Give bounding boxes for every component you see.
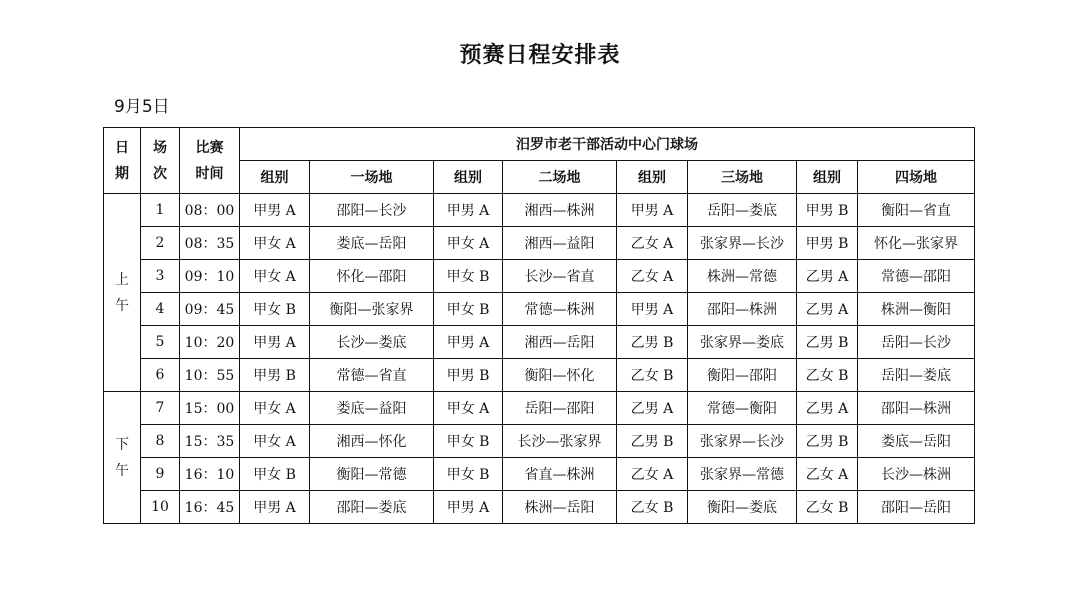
period-label-char: 午 xyxy=(115,297,129,314)
schedule-date: 9月5日 xyxy=(114,97,170,117)
court3-group: 甲男 A xyxy=(617,293,688,326)
court4-group: 甲男 B xyxy=(797,194,858,227)
court4-match: 邵阳—株洲 xyxy=(858,392,975,425)
round-no: 1 xyxy=(141,194,180,227)
court2-match: 株洲—岳阳 xyxy=(503,491,617,524)
table-row xyxy=(104,458,975,491)
court2-match: 长沙—省直 xyxy=(503,260,617,293)
court2-group: 甲女 B xyxy=(434,425,503,458)
court2-group: 甲女 A xyxy=(434,227,503,260)
match-time: 08：00 xyxy=(180,194,240,227)
header-group-3: 组别 xyxy=(617,161,688,194)
court3-group: 乙女 A xyxy=(617,260,688,293)
header-round xyxy=(141,128,180,194)
court4-group: 乙女 A xyxy=(797,458,858,491)
court4-group: 乙男 A xyxy=(797,293,858,326)
match-time: 10：55 xyxy=(180,359,240,392)
court4-match: 岳阳—娄底 xyxy=(858,359,975,392)
round-no: 2 xyxy=(141,227,180,260)
table-row xyxy=(104,326,975,359)
court2-group: 甲女 A xyxy=(434,392,503,425)
court4-group: 甲男 B xyxy=(797,227,858,260)
court1-match: 湘西—怀化 xyxy=(310,425,434,458)
round-no: 9 xyxy=(141,458,180,491)
court3-match: 邵阳—株洲 xyxy=(688,293,797,326)
court2-group: 甲女 B xyxy=(434,458,503,491)
court1-match: 娄底—益阳 xyxy=(310,392,434,425)
court2-match: 湘西—岳阳 xyxy=(503,326,617,359)
table-row xyxy=(104,194,975,227)
court3-match: 张家界—常德 xyxy=(688,458,797,491)
match-time: 08：35 xyxy=(180,227,240,260)
round-no: 7 xyxy=(141,392,180,425)
period-label-char: 下 xyxy=(115,436,129,453)
match-time: 09：45 xyxy=(180,293,240,326)
court2-group: 甲男 A xyxy=(434,491,503,524)
court3-group: 甲男 A xyxy=(617,194,688,227)
period-label xyxy=(104,194,141,392)
round-no: 3 xyxy=(141,260,180,293)
court3-group: 乙男 A xyxy=(617,392,688,425)
court2-group: 甲女 B xyxy=(434,293,503,326)
court1-match: 娄底—岳阳 xyxy=(310,227,434,260)
header-court-3: 三场地 xyxy=(688,161,797,194)
court1-group: 甲女 A xyxy=(240,227,310,260)
court4-group: 乙女 B xyxy=(797,491,858,524)
court3-match: 张家界—长沙 xyxy=(688,227,797,260)
court4-group: 乙女 B xyxy=(797,359,858,392)
table-row xyxy=(104,227,975,260)
header-court-4: 四场地 xyxy=(858,161,975,194)
court4-match: 邵阳—岳阳 xyxy=(858,491,975,524)
table-row xyxy=(104,359,975,392)
table-row xyxy=(104,425,975,458)
header-time-line1: 比赛 xyxy=(195,139,224,156)
court2-match: 省直—株洲 xyxy=(503,458,617,491)
court1-match: 常德—省直 xyxy=(310,359,434,392)
court3-match: 株洲—常德 xyxy=(688,260,797,293)
match-time: 09：10 xyxy=(180,260,240,293)
court1-group: 甲男 B xyxy=(240,359,310,392)
header-round-line1: 场 xyxy=(153,139,167,156)
court1-group: 甲女 A xyxy=(240,392,310,425)
court3-group: 乙女 B xyxy=(617,491,688,524)
court2-match: 湘西—益阳 xyxy=(503,227,617,260)
court4-group: 乙男 B xyxy=(797,326,858,359)
court3-match: 常德—衡阳 xyxy=(688,392,797,425)
court2-match: 湘西—株洲 xyxy=(503,194,617,227)
court4-match: 怀化—张家界 xyxy=(858,227,975,260)
header-court-2: 二场地 xyxy=(503,161,617,194)
court1-match: 邵阳—娄底 xyxy=(310,491,434,524)
header-time-line2: 时间 xyxy=(195,165,224,182)
header-date-line2: 期 xyxy=(115,165,129,182)
court4-match: 衡阳—省直 xyxy=(858,194,975,227)
court3-match: 张家界—娄底 xyxy=(688,326,797,359)
court4-match: 株洲—衡阳 xyxy=(858,293,975,326)
court2-match: 常德—株洲 xyxy=(503,293,617,326)
match-time: 10：20 xyxy=(180,326,240,359)
court1-match: 邵阳—长沙 xyxy=(310,194,434,227)
round-no: 8 xyxy=(141,425,180,458)
match-time: 16：10 xyxy=(180,458,240,491)
period-label xyxy=(104,392,141,524)
court3-group: 乙女 A xyxy=(617,227,688,260)
court1-match: 衡阳—张家界 xyxy=(310,293,434,326)
court1-group: 甲男 A xyxy=(240,491,310,524)
round-no: 6 xyxy=(141,359,180,392)
header-venue: 汨罗市老干部活动中心门球场 xyxy=(240,128,975,161)
page-title: 预赛日程安排表 xyxy=(459,43,621,68)
court3-match: 衡阳—邵阳 xyxy=(688,359,797,392)
court1-group: 甲女 A xyxy=(240,425,310,458)
court4-group: 乙男 A xyxy=(797,392,858,425)
court3-group: 乙女 A xyxy=(617,458,688,491)
header-group-4: 组别 xyxy=(797,161,858,194)
table-row xyxy=(104,491,975,524)
court3-group: 乙男 B xyxy=(617,326,688,359)
court4-match: 娄底—岳阳 xyxy=(858,425,975,458)
header-date-line1: 日 xyxy=(115,139,129,156)
court2-group: 甲男 A xyxy=(434,194,503,227)
match-time: 16：45 xyxy=(180,491,240,524)
court4-group: 乙男 B xyxy=(797,425,858,458)
court3-match: 张家界—长沙 xyxy=(688,425,797,458)
court1-group: 甲女 A xyxy=(240,260,310,293)
court3-match: 岳阳—娄底 xyxy=(688,194,797,227)
round-no: 10 xyxy=(141,491,180,524)
table-row xyxy=(104,293,975,326)
court3-group: 乙女 B xyxy=(617,359,688,392)
court4-match: 岳阳—长沙 xyxy=(858,326,975,359)
round-no: 5 xyxy=(141,326,180,359)
court2-match: 岳阳—邵阳 xyxy=(503,392,617,425)
court2-group: 甲女 B xyxy=(434,260,503,293)
header-group-1: 组别 xyxy=(240,161,310,194)
court2-group: 甲男 A xyxy=(434,326,503,359)
period-label-char: 上 xyxy=(115,271,129,288)
header-date xyxy=(104,128,141,194)
header-group-2: 组别 xyxy=(434,161,503,194)
court4-match: 常德—邵阳 xyxy=(858,260,975,293)
schedule-table xyxy=(103,127,975,524)
court2-group: 甲男 B xyxy=(434,359,503,392)
court1-group: 甲女 B xyxy=(240,293,310,326)
court1-group: 甲男 A xyxy=(240,194,310,227)
court2-match: 长沙—张家界 xyxy=(503,425,617,458)
court3-match: 衡阳—娄底 xyxy=(688,491,797,524)
table-body xyxy=(104,194,975,524)
match-time: 15：00 xyxy=(180,392,240,425)
court1-group: 甲女 B xyxy=(240,458,310,491)
table-header xyxy=(104,128,975,194)
court3-group: 乙男 B xyxy=(617,425,688,458)
court1-group: 甲男 A xyxy=(240,326,310,359)
table-row xyxy=(104,392,975,425)
court1-match: 怀化—邵阳 xyxy=(310,260,434,293)
match-time: 15：35 xyxy=(180,425,240,458)
court1-match: 衡阳—常德 xyxy=(310,458,434,491)
court4-match: 长沙—株洲 xyxy=(858,458,975,491)
court1-match: 长沙—娄底 xyxy=(310,326,434,359)
header-court-1: 一场地 xyxy=(310,161,434,194)
header-round-line2: 次 xyxy=(153,165,167,182)
period-label-char: 午 xyxy=(115,462,129,479)
header-time xyxy=(180,128,240,194)
court2-match: 衡阳—怀化 xyxy=(503,359,617,392)
court4-group: 乙男 A xyxy=(797,260,858,293)
table-row xyxy=(104,260,975,293)
round-no: 4 xyxy=(141,293,180,326)
